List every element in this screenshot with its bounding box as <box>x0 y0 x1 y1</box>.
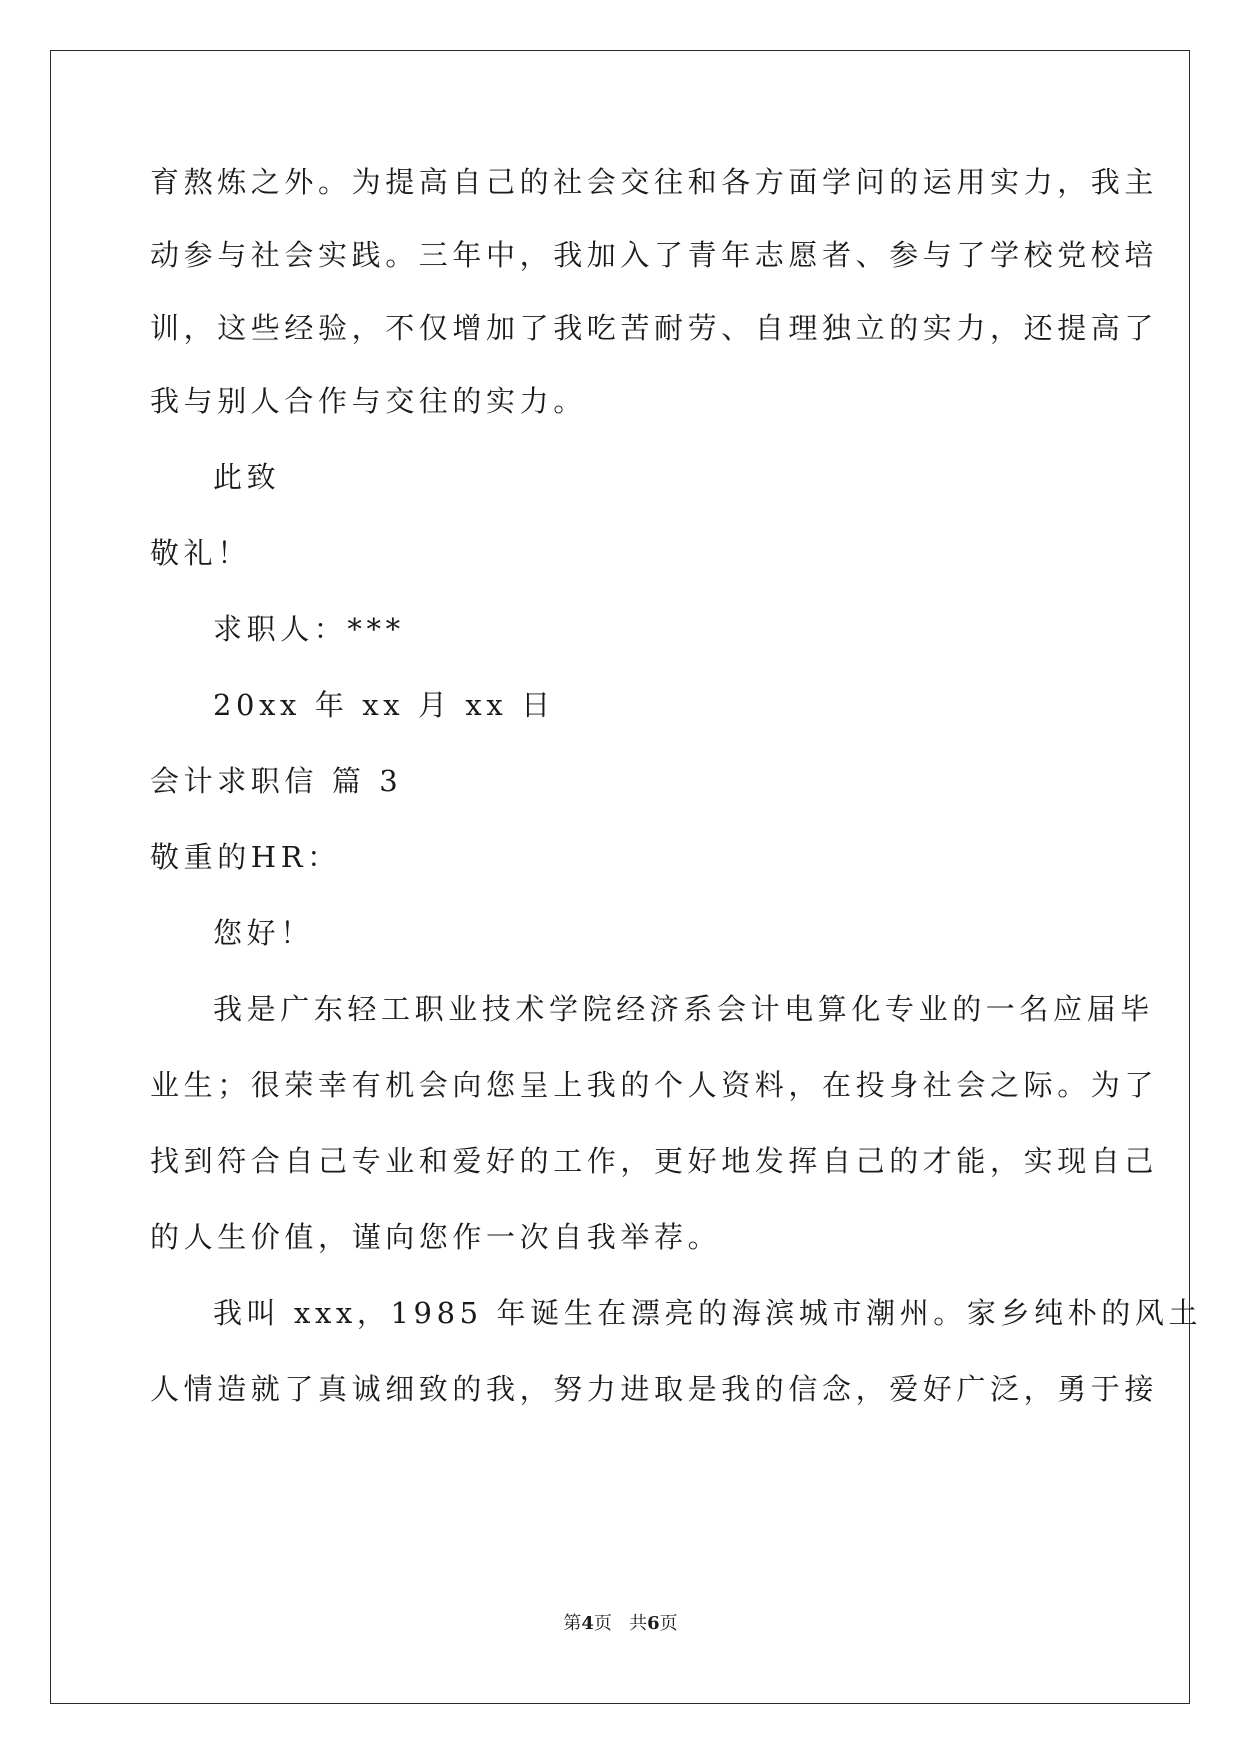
current-page-number: 4 <box>581 1613 594 1634</box>
paragraph-line: 我叫 xxx，1985 年诞生在漂亮的海滨城市潮州。家乡纯朴的风土 <box>213 1296 1203 1330</box>
closing-regards: 敬礼！ <box>150 536 251 570</box>
paragraph-line: 的人生价值，谨向您作一次自我举荐。 <box>150 1220 722 1254</box>
total-pages-number: 6 <box>647 1613 660 1634</box>
paragraph-line: 训，这些经验，不仅增加了我吃苦耐劳、自理独立的实力，还提高了 <box>150 311 1159 345</box>
paragraph-line: 育熬炼之外。为提高自己的社会交往和各方面学问的运用实力，我主 <box>150 165 1159 199</box>
paragraph-line: 我与别人合作与交往的实力。 <box>150 384 587 418</box>
footer-suffix: 页 <box>659 1613 678 1634</box>
greeting: 敬重的HR： <box>150 840 341 874</box>
footer-prefix: 第 <box>563 1613 582 1634</box>
paragraph-line: 动参与社会实践。三年中，我加入了青年志愿者、参与了学校党校培 <box>150 238 1159 272</box>
closing-salutation: 此致 <box>213 460 281 494</box>
signature-date: 20xx 年 xx 月 xx 日 <box>213 688 555 722</box>
footer-middle: 页 共 <box>593 1613 648 1634</box>
page-footer <box>0 1609 1241 1635</box>
greeting-hello: 您好！ <box>213 916 314 950</box>
paragraph-line: 我是广东轻工职业技术学院经济系会计电算化专业的一名应届毕 <box>213 992 1154 1026</box>
paragraph-line: 人情造就了真诚细致的我，努力进取是我的信念，爱好广泛，勇于接 <box>150 1372 1159 1406</box>
page-border <box>50 50 1190 1704</box>
section-heading: 会计求职信 篇 3 <box>150 764 403 798</box>
paragraph-line: 找到符合自己专业和爱好的工作，更好地发挥自己的才能，实现自己 <box>150 1144 1159 1178</box>
signature-applicant: 求职人：*** <box>213 612 405 646</box>
paragraph-line: 业生；很荣幸有机会向您呈上我的个人资料，在投身社会之际。为了 <box>150 1068 1159 1102</box>
